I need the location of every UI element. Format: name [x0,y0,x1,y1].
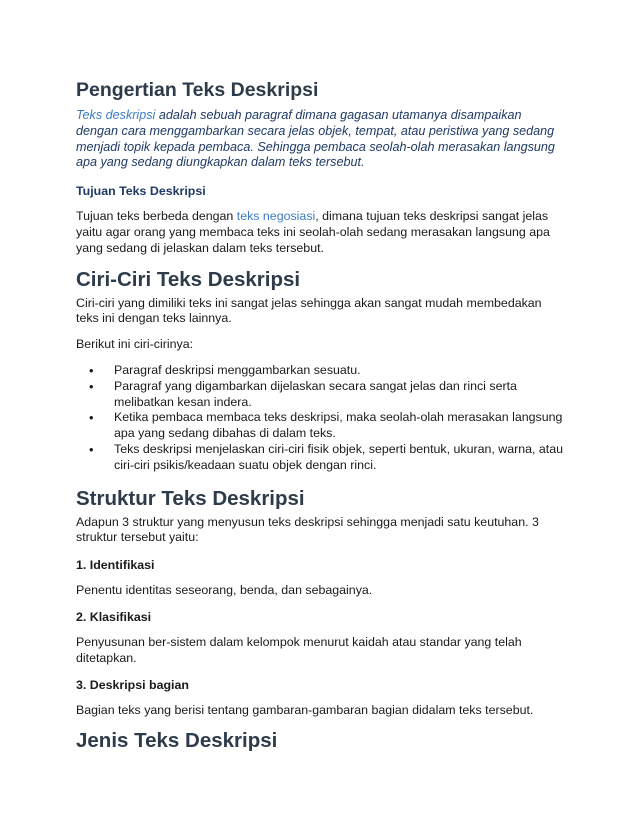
subheading-tujuan: Tujuan Teks Deskripsi [76,184,206,199]
list-item [76,442,566,474]
ciri-list [76,363,566,474]
heading-struktur: Struktur Teks Deskripsi [76,486,305,510]
intro-text: adalah sebuah paragraf dimana gagasan utamanya disampaikan dengan cara menggambarkan secara jelas objek, tempat, atau peristiwa yang sedang menjadi topik kepada pembaca. Sehingga pembaca seolah-olah merasakan langsung apa yang sedang diungkapkan dalam teks tersebut. [76,108,555,170]
list-item [76,379,566,411]
struktur-item-title: 2. Klasifikasi [76,609,152,624]
list-item-text: Teks deskripsi menjelaskan ciri-ciri fisik objek, seperti bentuk, ukuran, warna, atau ciri-ciri psikis/keadaan suatu objek dengan rinci. [114,441,564,472]
tujuan-paragraph [76,209,566,256]
bullet-icon: • [89,410,94,426]
tujuan-text-before: Tujuan teks berbeda dengan [76,209,237,224]
list-item-text: Paragraf deskripsi menggambarkan sesuatu. [114,362,361,377]
struktur-item-body: Penentu identitas seseorang, benda, dan sebagainya. [76,583,373,598]
struktur-item-body: Bagian teks yang berisi tentang gambaran-gambaran bagian didalam teks tersebut. [76,702,534,717]
list-item-text: Ketika pembaca membaca teks deskripsi, maka seolah-olah merasakan langsung apa yang sedang dibahas di dalam teks. [114,410,563,441]
bullet-icon: • [89,378,94,394]
struktur-item-body: Penyusunan ber-sistem dalam kelompok menurut kaidah atau standar yang telah ditetapkan. [76,634,522,665]
ciri-paragraph-1: Ciri-ciri yang dimiliki teks ini sangat jelas sehingga akan sangat mudah membedakan teks ini dengan teks lainnya. [76,295,542,326]
link-teks-negosiasi[interactable]: teks negosiasi [236,209,316,224]
link-teks-deskripsi[interactable]: Teks deskripsi [76,108,156,122]
heading-pengertian: Pengertian Teks Deskripsi [76,79,319,101]
tujuan-text-after: , dimana tujuan teks deskripsi sangat jelas yaitu agar orang yang membaca teks ini seolah-olah sedang merasakan langsung apa yang sedang di jelaskan dalam teks tersebut. [76,209,550,255]
intro-paragraph [76,108,566,171]
struktur-item-title: 1. Identifikasi [76,558,155,573]
document-page [76,78,566,753]
heading-jenis: Jenis Teks Deskripsi [76,729,278,753]
bullet-icon: • [89,441,94,457]
list-item-text: Paragraf yang digambarkan dijelaskan secara sangat jelas dan rinci serta melibatkan kesan indera. [114,378,517,409]
list-item [76,363,566,379]
struktur-item-title: 3. Deskripsi bagian [76,677,189,692]
list-item [76,410,566,442]
struktur-intro: Adapun 3 struktur yang menyusun teks deskripsi sehingga menjadi satu keutuhan. 3 struktur tersebut yaitu: [76,514,539,545]
heading-ciri: Ciri-Ciri Teks Deskripsi [76,267,301,291]
bullet-icon: • [89,362,94,378]
ciri-paragraph-2: Berikut ini ciri-cirinya: [76,337,194,352]
